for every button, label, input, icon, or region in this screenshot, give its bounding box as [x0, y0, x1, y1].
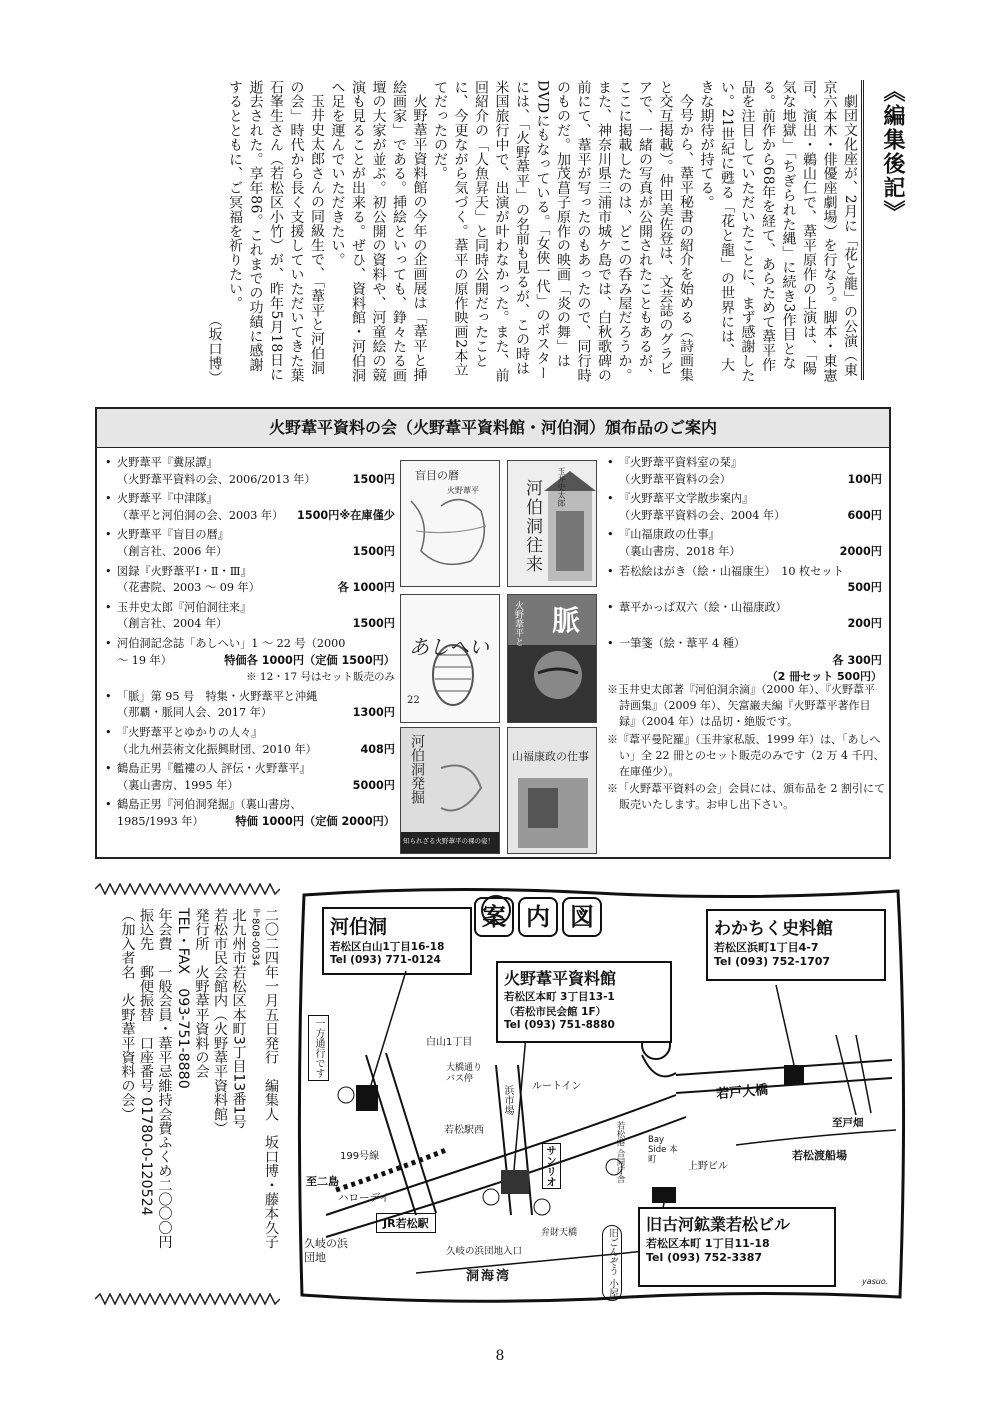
catalog-item-line: [117, 580, 395, 597]
book-cover-ashihei: [400, 594, 500, 723]
cover-author: 火野葦平: [447, 486, 479, 495]
map-label: 久岐の浜 団地: [304, 1237, 348, 1264]
catalog-item: [607, 600, 882, 633]
map-place-address-note: （若松市民会館 1F）: [504, 1006, 607, 1018]
catalog-item-line: [117, 814, 395, 831]
map-title-char: 案: [474, 897, 514, 937]
cover-title: 脈: [552, 604, 581, 637]
cover-illustration: [508, 728, 596, 853]
catalog-item-price: 各 300円: [832, 653, 882, 667]
cover-title: 河伯洞発掘: [409, 734, 425, 804]
map-title: [474, 897, 602, 937]
catalog-item-line: [117, 544, 395, 561]
catalog-item: [105, 797, 395, 830]
catalog-item-publisher: （創言社、2006 年）: [117, 544, 228, 558]
book-cover-kahakudo-hakkutsu: [400, 727, 500, 854]
map-box-furukawa: [638, 1207, 836, 1287]
catalog-item: [105, 600, 395, 633]
map-label: 至二島: [306, 1175, 339, 1188]
catalog-item-publisher: ～ 19 年）: [117, 653, 172, 667]
bullet-icon: •: [607, 564, 614, 578]
catalog-item-name: 『火野葦平文学散歩案内』: [619, 492, 754, 506]
map-place-name: わかちく史料館: [714, 919, 833, 939]
catalog-item-name: 『火野葦平とゆかりの人々』: [117, 725, 263, 739]
catalog-item-name: 一筆箋（絵・葦平 4 種）: [619, 636, 746, 650]
catalog-item: [105, 564, 395, 597]
bullet-icon: •: [105, 492, 112, 506]
catalog-item-line: [619, 544, 882, 561]
bullet-icon: •: [105, 600, 112, 614]
colophon-publisher: 発行所 火野葦平資料の会: [193, 908, 210, 1079]
catalog-item: [607, 491, 882, 524]
catalog-item-price: 100円: [847, 472, 882, 486]
catalog-item-note: ※ 12・17 号はセット販売のみ: [246, 671, 395, 684]
map-place-address: 若松区浜町1丁目4-7: [714, 941, 819, 954]
catalog-item: [607, 455, 882, 488]
catalog-item-name: 若松絵はがき（絵・山福康生） 10 枚セット: [619, 564, 844, 578]
catalog-item-line: [619, 616, 882, 633]
cover-author: 玉井史太郎: [557, 467, 566, 507]
cover-title: 盲目の暦: [415, 469, 459, 482]
map-place-name: 旧古河鉱業若松ビル: [646, 1215, 791, 1234]
map-box-wakachiku: [706, 909, 886, 981]
map-label: 若松港 合同庁舎: [615, 1121, 625, 1184]
catalog-item-price: 1300円: [352, 706, 395, 720]
cover-subtitle: 火野葦平と: [513, 601, 523, 646]
catalog-item-price: 5000円: [352, 778, 395, 792]
colophon-tel: TEL・FAX 093-751-8880: [175, 908, 191, 1089]
bullet-icon: •: [607, 456, 614, 469]
catalog-item-name: 鶴島正男『河伯洞発掘』（裏山書房、: [117, 798, 302, 812]
map-label: Bay Side 本町: [648, 1135, 678, 1165]
catalog-item-line: [117, 508, 395, 525]
map-label: 白山1丁目: [426, 1037, 473, 1048]
catalog-item-publisher: （火野葦平資料の会、2006/2013 年）: [117, 472, 316, 486]
catalog-item-price: 特価 1000円（定価 2000円）: [235, 814, 395, 828]
colophon-address: 若松市民会館内（火野葦平資料館）: [212, 908, 228, 1136]
map-label: ハローデイ: [338, 1192, 390, 1204]
afterword-paragraph: 玉井史太郎さんの同級生で、「葦平と河伯洞の会」時代から長く支援していただいてきた葉石峯生さん（若松区小竹）が、昨年5月18日に逝去された。享年86。これまでの功績に感謝するとともに、ご冥福を祈りたい。: [227, 80, 325, 383]
afterword-paragraph: 火野葦平資料館の今年の企画展は「葦平と挿絵画家」である。挿絵といっても、錚々たる画壇の大家が並ぶ。初公開の資料や、河童絵の競演も見ることが出来る。ぜひ、資料館・河伯洞へ足を運んでいただきたい。: [329, 80, 428, 383]
catalog-item-name: 火野葦平『中津隊』: [117, 492, 218, 506]
bullet-icon: •: [105, 689, 112, 703]
map-label: 若戸大橋: [715, 1082, 769, 1103]
book-cover-myaku: [507, 594, 597, 723]
colophon-transfer-name: （加入者名 火野葦平資料の会）: [119, 908, 136, 1121]
afterword-paragraph: 劇団文化座が、2月に「花と龍」の公演（東京六本木・俳優座劇場）を行なう。脚本・東憲司、演出・鵜山仁で、葦平原作の上演は、「陽気な地獄」「ちぎられた縄」に続き3作目となる。前作から68年を経て、あらためて葦平作品を注目していただいたことに、まず感謝したい。21世紀に甦る「花と龍」の世界には、大きな期待が持てる。: [698, 80, 858, 383]
map-label: 199号線: [340, 1151, 380, 1162]
map-label: 若松駅西: [444, 1125, 484, 1136]
map-label: 旧ごんぞう 小屋: [602, 1225, 622, 1301]
map-place-name: 火野葦平資料館: [504, 969, 617, 988]
catalog-left-list: [105, 455, 395, 833]
map-label: 至戸畑: [832, 1117, 864, 1129]
guide-map: [296, 885, 906, 1305]
catalog-item-note: （2 冊セット 500円）: [766, 670, 882, 684]
catalog-item-line: [117, 742, 395, 759]
catalog-item-publisher: （葦平と河伯洞の会、2003 年）: [117, 508, 284, 522]
book-cover-moumoku: [400, 460, 500, 587]
map-place-address: 若松区白山1丁目16-18: [330, 941, 445, 953]
bullet-icon: •: [105, 564, 112, 578]
map-signature: yasuo.: [862, 1277, 889, 1286]
catalog-item-line: [619, 653, 882, 670]
page-number: 8: [495, 1348, 505, 1364]
map-box-museum: [496, 961, 672, 1043]
catalog-item-name: 『山福康政の仕事』: [619, 528, 720, 542]
catalog-item-price: 600円: [847, 508, 882, 522]
catalog-item-publisher: （裏山書房、1995 年）: [117, 778, 239, 792]
catalog-item-price: 2000円: [839, 544, 882, 558]
catalog-item-line: [117, 705, 395, 722]
catalog-item-publisher: （那覇・脈同人会、2017 年）: [117, 706, 273, 720]
catalog-item: [105, 491, 395, 524]
catalog-item-price: 各 1000円: [337, 581, 395, 595]
bullet-icon: •: [105, 528, 112, 542]
catalog-item-publisher: （創言社、2004 年）: [117, 617, 228, 631]
catalog-box: [95, 407, 891, 859]
catalog-item-publisher: （北九州芸術文化振興財団、2010 年）: [117, 742, 317, 756]
catalog-item-name: 玉井史太郎『河伯洞往来』: [117, 600, 252, 614]
cover-issue: 22: [407, 695, 420, 706]
bullet-icon: •: [607, 492, 614, 506]
catalog-item-name: 葦平かっぱ双六（絵・山福康政）: [619, 600, 787, 614]
catalog-item: [105, 725, 395, 758]
catalog-item-line: [619, 472, 882, 489]
catalog-item: [105, 636, 395, 686]
catalog-item-price: 500円: [847, 581, 882, 595]
catalog-item-price: 408円: [360, 742, 395, 756]
catalog-item-name: 火野葦平『盲目の暦』: [117, 528, 229, 542]
catalog-note: ※玉井史太郎著『河伯洞余滴』（2000 年）、『火野葦平詩画集』（2009 年）、矢富巌夫編『火野葦平著作目録』（2004 年）は品切・絶版です。: [607, 683, 875, 729]
catalog-item-line: [117, 616, 395, 633]
afterword-signature: （坂口博）: [206, 313, 223, 385]
map-title-char: 図: [562, 897, 602, 937]
catalog-item-publisher: （火野葦平資料の会）: [619, 472, 731, 486]
map-place-tel: Tel (093) 771-0124: [330, 954, 441, 966]
bullet-icon: •: [105, 636, 112, 650]
afterword-title: 《編集後記》: [861, 80, 908, 380]
catalog-note: ※「火野葦平資料の会」会員には、頒布品を 2 割引にて販売いたします。お申し出下さい。: [607, 782, 885, 812]
catalog-item-price: 特価各 1000円（定価 1500円）: [224, 653, 395, 667]
catalog-item-price: 1500円: [352, 544, 395, 558]
book-cover-yamafuku: [507, 727, 597, 854]
map-place-tel: Tel (093) 751-8880: [504, 1019, 615, 1031]
map-label: 久岐の浜団地入口: [446, 1246, 523, 1257]
catalog-item-name: 図録『火野葦平Ⅰ・Ⅱ・Ⅲ』: [117, 564, 252, 578]
catalog-item-line: [619, 508, 882, 525]
colophon-postal: 〒808-0034: [249, 908, 261, 967]
catalog-item-name: 鶴島正男『艦褸の人 評伝・火野葦平』: [117, 762, 311, 776]
map-place-tel: Tel (093) 752-3387: [646, 1251, 763, 1264]
map-box-kahakudo: [322, 907, 472, 975]
catalog-item-line: [117, 778, 395, 795]
cover-title: 山福康政の仕事: [512, 750, 589, 763]
catalog-item-line: [117, 653, 395, 670]
catalog-item-publisher: 1985/1993 年）: [117, 814, 204, 828]
colophon-date: 二〇二四年一月五日発行 編集人 坂口博・藤本久子: [263, 908, 279, 1249]
catalog-note: ※『葦平曼陀羅』（玉井家私版、1999 年）は、「あしへい」全 22 冊とのセット販売のみです（2 万 4 千円、在庫僅少）。: [607, 732, 885, 779]
map-label: 上野ビル: [688, 1161, 728, 1172]
map-place-name: 河伯洞: [330, 916, 388, 938]
bullet-icon: •: [607, 600, 614, 614]
map-label: サンリオ: [542, 1143, 561, 1189]
map-label: 弁財天橋: [541, 1228, 578, 1238]
catalog-item-name: 『火野葦平資料室の栞』: [619, 456, 743, 469]
map-place-address: 若松区本町 1丁目11-18: [646, 1237, 770, 1250]
cover-title: 河伯洞往来: [522, 479, 542, 574]
catalog-item-name: 「脈」第 95 号 特集・火野葦平と沖縄: [117, 689, 318, 703]
catalog-item-price: 1500円※在庫僅少: [297, 508, 395, 522]
map-label: 大橋通り バス停: [446, 1063, 483, 1084]
afterword-paragraph: 今号から、葦平秘書の紹介を始める（詩画集と交互掲載）。仲田美佐登は、文芸誌のグラビアで、一緒の写真が公開されたこともあるが、ここに掲載したのは、どこの呑み屋だろうか。また、神奈川県三浦市城ケ島では、白秋歌碑の前にて、葦平が写ったのもあったので、同行時のものだ。加茂菖子原作の映画「炎の舞」はDVDにもなっている。「女俠一代」のポスターには、「火野葦平」の名前も見るが、この時は米国旅行中で、出演が叶わなかった。また、前回紹介の「人魚昇天」と同時公開だったことに、今更ながら気づく。葦平の原作映画2本立てだったのだ。: [432, 80, 694, 383]
catalog-item-price: 1500円: [352, 472, 395, 486]
catalog-item: [105, 761, 395, 794]
catalog-item: [607, 527, 882, 560]
bullet-icon: •: [105, 725, 112, 739]
colophon: [98, 908, 280, 1288]
map-place-tel: Tel (093) 752-1707: [714, 955, 831, 968]
colophon-fee: 年会費 一般会員・葦平忌維持会費ふくめ二〇〇〇円: [156, 908, 173, 1249]
map-label: 若松渡船場: [792, 1149, 847, 1162]
catalog-item: [607, 636, 882, 686]
catalog-item: [607, 564, 882, 597]
map-label: JR若松駅: [376, 1213, 436, 1233]
map-label: 洞海湾: [466, 1269, 512, 1284]
book-cover-kahakudo-orai: [507, 460, 597, 587]
map-label: 浜市場: [502, 1085, 513, 1115]
map-label: 一方通行です: [308, 1015, 329, 1081]
catalog-item-price: 1500円: [352, 617, 395, 631]
catalog-item-line: [619, 580, 882, 597]
catalog-item-name: 河伯洞記念誌「あしへい」1 ～ 22 号（2000: [117, 636, 346, 650]
catalog-right-list: [607, 455, 882, 689]
cover-title: あしへい: [409, 635, 489, 659]
catalog-item-publisher: （裏山書房、2018 年）: [619, 544, 741, 558]
colophon-address: 北九州市若松区本町3丁目13番1号: [230, 908, 247, 1129]
bullet-icon: •: [105, 456, 112, 469]
catalog-item-publisher: （火野葦平資料の会、2004 年）: [619, 508, 786, 522]
bullet-icon: •: [105, 798, 112, 812]
bullet-icon: •: [607, 636, 614, 650]
catalog-item: [105, 527, 395, 560]
map-label: ルートイン: [532, 1081, 582, 1092]
zigzag-border-bottom: [95, 1293, 280, 1305]
catalog-notes: [607, 682, 885, 815]
bullet-icon: •: [105, 762, 112, 776]
map-place-address: 若松区本町 3丁目13-1: [504, 991, 615, 1003]
editors-afterword: [88, 80, 908, 395]
catalog-item-name: 火野葦平『糞尿譚』: [117, 456, 218, 469]
map-title-char: 内: [518, 897, 558, 937]
catalog-item: [105, 455, 395, 488]
colophon-transfer: 振込先 郵便振替 口座番号 01780-0-120524: [138, 908, 154, 1216]
bullet-icon: •: [607, 528, 614, 542]
catalog-item-price: 200円: [847, 617, 882, 631]
cover-tagline: 知られざる火野葦平の裸の姿！: [403, 837, 494, 845]
zigzag-border-top: [95, 883, 280, 895]
catalog-item-line: [117, 472, 395, 489]
catalog-item-publisher: （花書院、2003 ～ 09 年）: [117, 581, 260, 595]
catalog-title: 火野葦平資料の会（火野葦平資料館・河伯洞）頒布品のご案内: [97, 409, 889, 448]
catalog-item: [105, 689, 395, 722]
afterword-body: [90, 80, 860, 385]
